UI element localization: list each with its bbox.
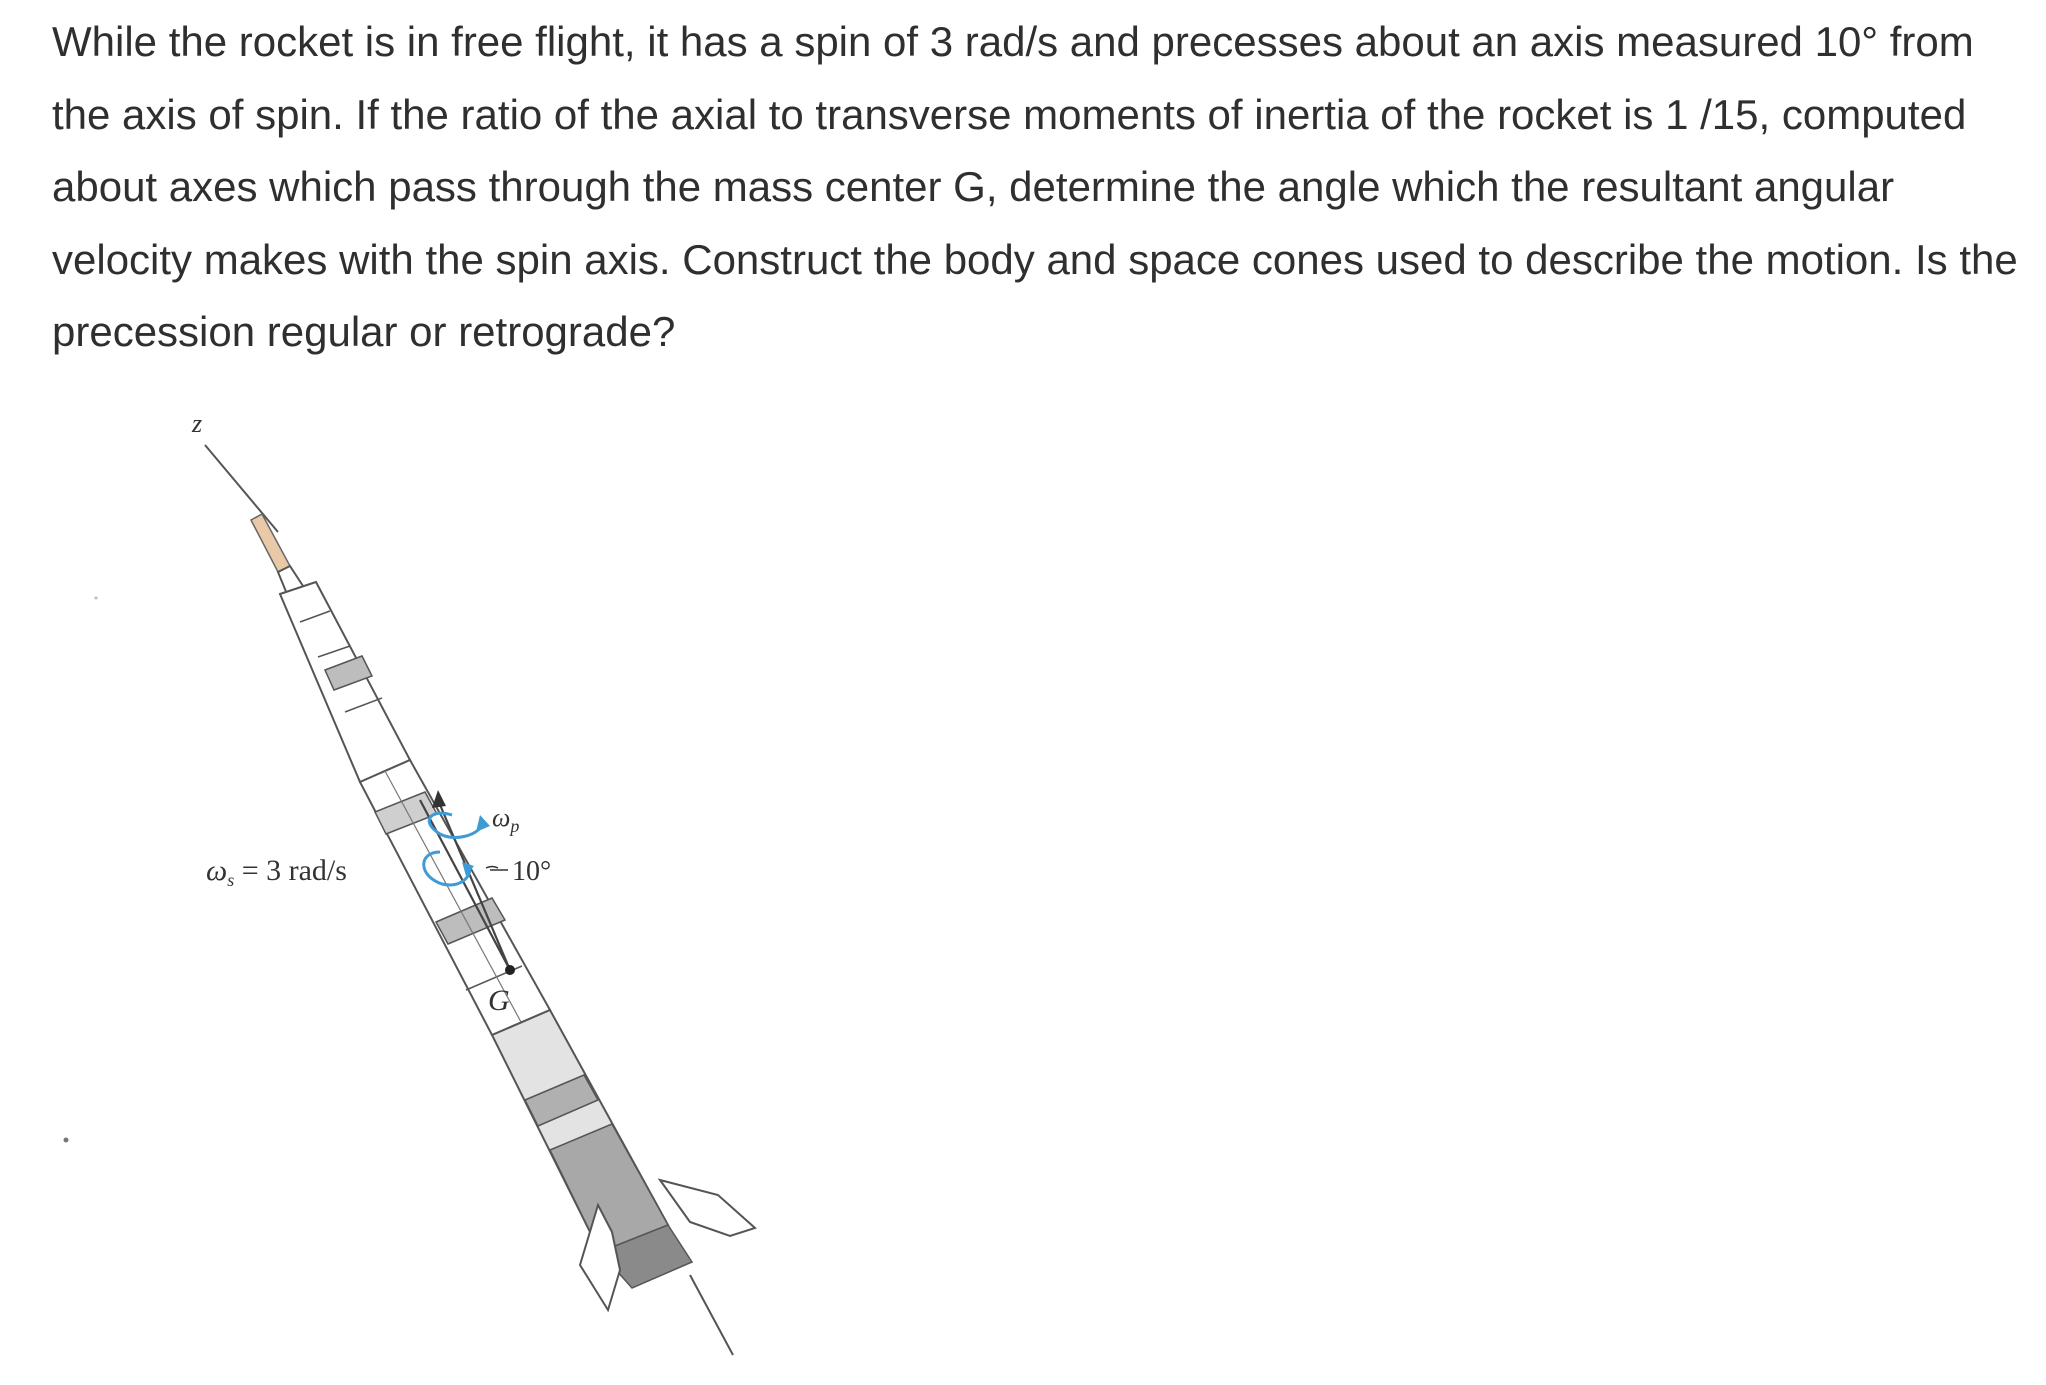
z-axis-label: z (192, 409, 203, 438)
angle-arc (486, 867, 498, 869)
rocket-diagram (0, 380, 900, 1385)
stray-dot (95, 597, 98, 600)
precession-label: $\omega_p$ (492, 803, 520, 836)
z-axis-line (205, 445, 278, 532)
rocket-figure (0, 380, 900, 1385)
spin-label: $\omega_s = 3$ rad/s (206, 854, 347, 890)
rocket-fin-right (660, 1180, 755, 1236)
stray-dot (64, 1138, 69, 1143)
problem-statement: While the rocket is in free flight, it has a spin of 3 rad/s and precesses about an axis measured 10° from the axis of spin. If the ratio of the axial to transverse moments of inertia of the rocket is 1 /15, computed about axes which pass through the mass center G, determine the angle which the resultant angular velocity makes with the spin axis. Construct the body and space cones used to describe the motion. Is the precession regular or retrograde? (52, 18, 2018, 355)
rocket-middle-stage (360, 760, 550, 1035)
precession-arrow-tip (476, 815, 490, 832)
angle-label: 10° (512, 856, 552, 887)
mass-center-dot (505, 965, 515, 975)
mass-center-label: G (488, 984, 510, 1017)
exhaust-axis-line (690, 1275, 733, 1355)
precession-arrow-head (432, 790, 446, 808)
